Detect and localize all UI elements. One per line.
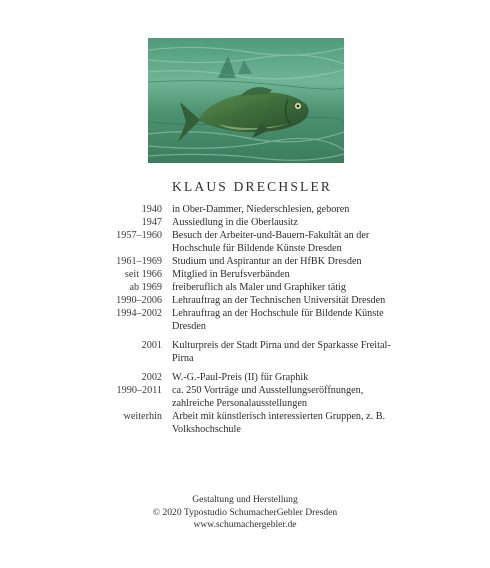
colophon — [0, 494, 490, 532]
bio-date: 2001 — [141, 340, 162, 351]
bio-date: seit 1966 — [124, 269, 162, 280]
colophon-website-link[interactable]: www.schumachergebler.de — [193, 519, 297, 530]
fish-artwork — [148, 38, 344, 163]
bio-date: 1990–2011 — [116, 385, 162, 396]
bio-row — [100, 255, 400, 268]
bio-date: 1957–1960 — [116, 230, 162, 241]
artist-name: KLAUS DRECHSLER — [172, 179, 333, 194]
bio-row — [100, 384, 400, 410]
bio-date: 2002 — [141, 372, 162, 383]
bio-row — [100, 294, 400, 307]
bio-text: Lehrauftrag an der Hochschule für Bildende Künste Dresden — [172, 308, 384, 332]
bio-text: W.-G.-Paul-Preis (II) für Graphik — [172, 372, 309, 383]
bio-text: in Ober-Dammer, Niederschlesien, geboren — [172, 204, 350, 215]
bio-row — [100, 371, 400, 384]
bio-row — [100, 268, 400, 281]
bio-date: 1994–2002 — [116, 308, 162, 319]
bio-date: ab 1969 — [129, 282, 162, 293]
bio-date: 1940 — [141, 204, 162, 215]
bio-row — [100, 339, 400, 365]
bio-date: 1990–2006 — [116, 295, 162, 306]
fish-painting-image — [148, 38, 344, 163]
bio-row — [100, 216, 400, 229]
bio-date: 1961–1969 — [116, 256, 162, 267]
bio-date: weiterhin — [123, 411, 162, 422]
bio-row — [100, 229, 400, 255]
colophon-copyright-line: © 2020 Typostudio SchumacherGebler Dresden — [152, 506, 338, 518]
bio-text: Aussiedlung in die Oberlausitz — [172, 217, 298, 228]
bio-text: ca. 250 Vorträge und Ausstellungseröffnungen, zahlreiche Personalausstellungen — [172, 385, 364, 409]
bio-text: Kulturpreis der Stadt Pirna und der Sparkasse Freital-Pirna — [172, 340, 391, 364]
bio-text: Studium und Aspirantur an der HfBK Dresden — [172, 256, 362, 267]
bio-text: Lehrauftrag an der Technischen Universität Dresden — [172, 295, 386, 306]
bio-text: Mitglied in Berufsverbänden — [172, 269, 290, 280]
bio-row — [100, 307, 400, 333]
bio-date: 1947 — [141, 217, 162, 228]
colophon-design-line: Gestaltung und Herstellung — [192, 494, 298, 505]
bio-row — [100, 203, 400, 216]
bio-row — [100, 410, 400, 436]
bio-row — [100, 281, 400, 294]
biography-list — [100, 203, 400, 436]
bio-text: Besuch der Arbeiter-und-Bauern-Fakultät an der Hochschule für Bildende Künste Dresden — [172, 230, 370, 254]
bio-text: freiberuflich als Maler und Graphiker tätig — [172, 282, 346, 293]
bio-text: Arbeit mit künstlerisch interessierten Gruppen, z. B. Volkshochschule — [172, 411, 386, 435]
